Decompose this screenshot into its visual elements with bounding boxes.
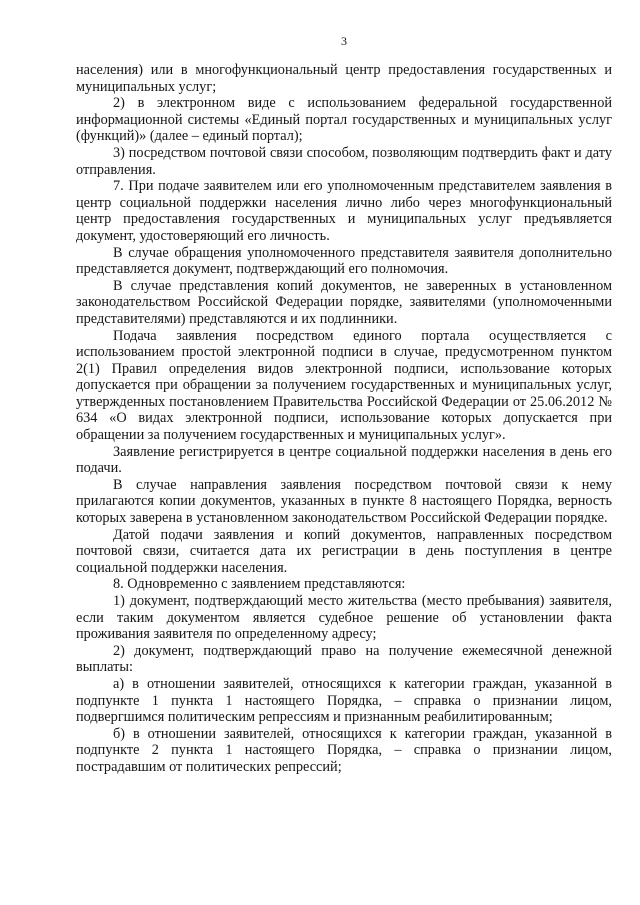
paragraph-9: В случае направления заявления посредством почтовой связи к нему прилагаются копии документов, указанных в пункте 8 настоящего Порядка, верность которых заверена в установленном законодательством Российской Федерации порядке. [76, 476, 612, 527]
paragraph-14: а) в отношении заявителей, относящихся к категории граждан, указанной в подпункте 1 пункта 1 настоящего Порядка, – справка о признании лицом, подвергшимся политическим репрессиям и признанным реабилитированным; [76, 675, 612, 726]
paragraph-2: 2) в электронном виде с использованием федеральной государственной информационной системы «Единый портал государственных и муниципальных услуг (функций)» (далее – единый портал); [76, 95, 612, 145]
paragraph-3: 3) посредством почтовой связи способом, позволяющим подтвердить факт и дату отправления. [76, 144, 612, 178]
paragraph-8: Заявление регистрируется в центре социальной поддержки населения в день его подачи. [76, 443, 612, 477]
paragraph-4: 7. При подаче заявителем или его уполномоченным представителем заявления в центр социальной поддержки населения лично либо через многофункциональный центр предоставления государственных и муниципальных услуг предъявляется документ, удостоверяющий его личность. [76, 178, 612, 244]
paragraph-6: В случае представления копий документов, не заверенных в установленном законодательством Российской Федерации порядке, заявителями (уполномоченными представителями) представляются и их подлинники. [76, 277, 612, 327]
paragraph-13: 2) документ, подтверждающий право на получение ежемесячной денежной выплаты: [76, 642, 612, 676]
paragraph-11: 8. Одновременно с заявлением представляются: [113, 576, 406, 593]
paragraph-12: 1) документ, подтверждающий место жительства (место пребывания) заявителя, если таким документом является судебное решение об установлении факта проживания заявителя по определенному адресу; [76, 593, 612, 643]
page-number: 3 [341, 34, 347, 48]
paragraph-1: населения) или в многофункциональный центр предоставления государственных и муниципальных услуг; [76, 62, 612, 95]
paragraph-15: б) в отношении заявителей, относящихся к категории граждан, указанной в подпункте 2 пункта 1 настоящего Порядка, – справка о признании лицом, пострадавшим от политических репрессий; [76, 725, 612, 775]
paragraph-10: Датой подачи заявления и копий документов, направленных посредством почтовой связи, считается дата их регистрации в день поступления в центре социальной поддержки населения. [76, 526, 612, 576]
paragraph-5: В случае обращения уполномоченного представителя заявителя дополнительно представляется документ, подтверждающий его полномочия. [76, 244, 612, 278]
document-page [76, 34, 612, 776]
paragraph-7: Подача заявления посредством единого портала осуществляется с использованием простой электронной подписи в случае, предусмотренном пунктом 2(1) Правил определения видов электронной подписи, использование которых допускается при обращении за получением государственных и муниципальных услуг, утвержденных постановлением Правительства Российской Федерации от 25.06.2012 № 634 «О видах электронной подписи, использование которых допускается при обращении за получением государственных и муниципальных услуг». [76, 327, 612, 444]
